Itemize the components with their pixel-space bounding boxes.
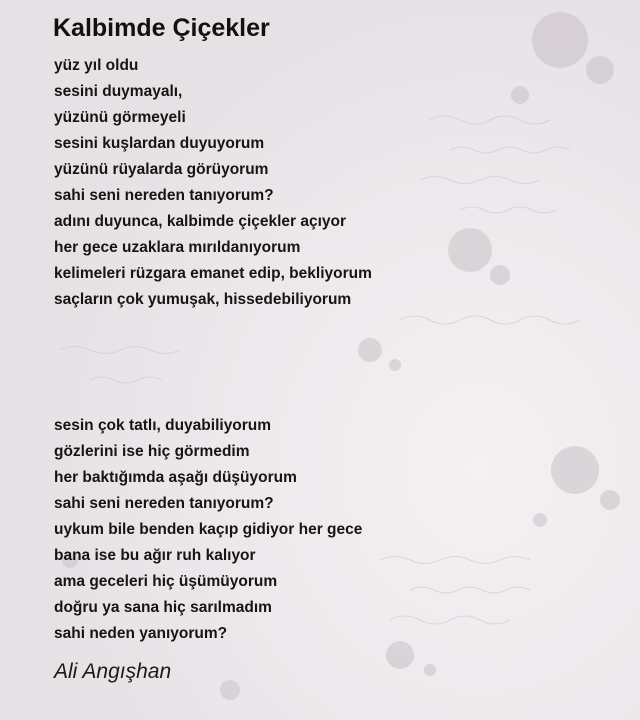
poem-line: yüz yıl oldu bbox=[54, 57, 139, 74]
poem-line: kelimeleri rüzgara emanet edip, bekliyorum bbox=[54, 265, 372, 282]
stanza-1 bbox=[54, 53, 372, 313]
poem-line: doğru ya sana hiç sarılmadım bbox=[54, 599, 272, 616]
poem-author: Ali Angışhan bbox=[54, 660, 172, 683]
poem-line: sesini kuşlardan duyuyorum bbox=[54, 135, 265, 152]
poem-line: sahi seni nereden tanıyorum? bbox=[54, 187, 274, 204]
poem-line: bana ise bu ağır ruh kalıyor bbox=[54, 547, 256, 564]
poem-line: sesin çok tatlı, duyabiliyorum bbox=[54, 417, 272, 434]
stanza-2 bbox=[54, 413, 362, 647]
poem-line: adını duyunca, kalbimde çiçekler açıyor bbox=[54, 213, 347, 230]
poem-line: sesini duymayalı, bbox=[54, 83, 183, 100]
poem-line: sahi seni nereden tanıyorum? bbox=[54, 495, 274, 512]
poem-title: Kalbimde Çiçekler bbox=[53, 14, 270, 42]
poem-line: sahi neden yanıyorum? bbox=[54, 625, 228, 642]
poem-line: her baktığımda aşağı düşüyorum bbox=[54, 469, 297, 486]
poem-line: yüzünü görmeyeli bbox=[54, 109, 186, 126]
poem-line: ama geceleri hiç üşümüyorum bbox=[54, 573, 278, 590]
poem-line: gözlerini ise hiç görmedim bbox=[54, 443, 250, 460]
poem-line: saçların çok yumuşak, hissedebiliyorum bbox=[54, 291, 352, 308]
poem-line: uykum bile benden kaçıp gidiyor her gece bbox=[54, 521, 363, 538]
poem-line: yüzünü rüyalarda görüyorum bbox=[54, 161, 269, 178]
poem-line: her gece uzaklara mırıldanıyorum bbox=[54, 239, 301, 256]
